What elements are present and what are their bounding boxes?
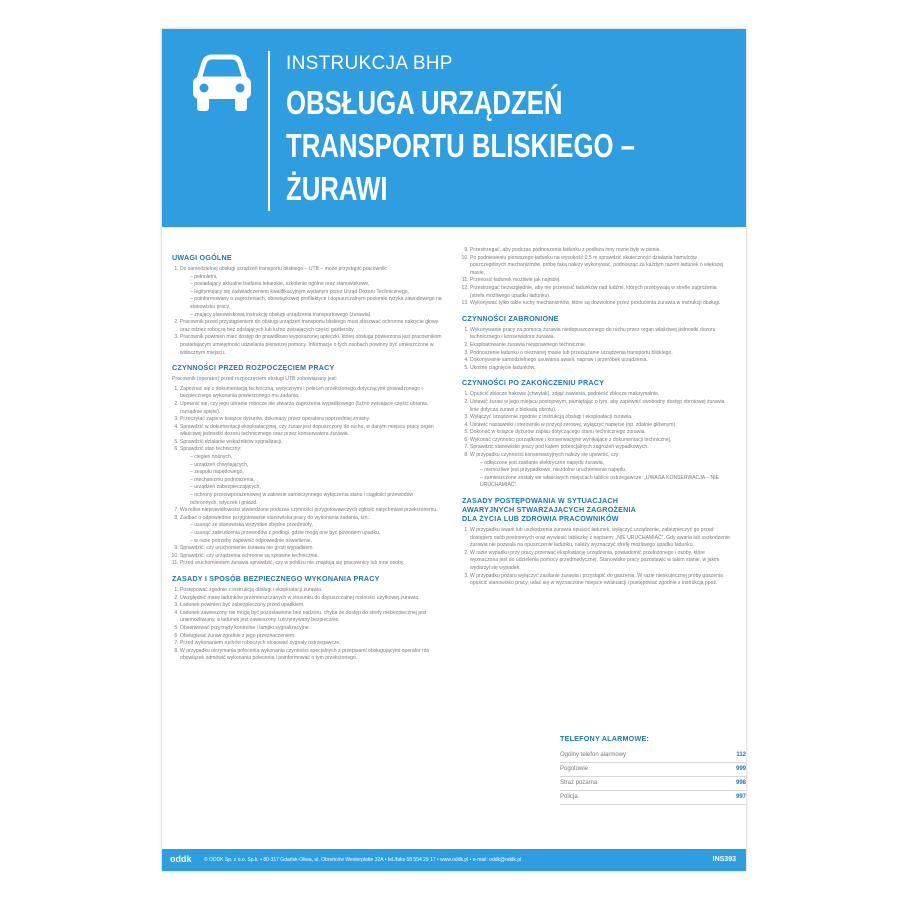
section-body xyxy=(462,327,732,373)
title-line: TRANSPORTU BLISKIEGO – xyxy=(286,127,635,164)
list-item xyxy=(470,285,732,300)
list-item xyxy=(470,414,732,422)
sub-item: – ochrony przeciwporażeniowej w zakresie samoczynnego wyłączenia stanu i ciągłości przewodów ochronnych, wtyczek i gniazd. xyxy=(190,492,442,507)
document-code: INS393 xyxy=(712,856,736,863)
section-heading: CZYNNOŚCI PO ZAKOŃCZENIU PRACY xyxy=(462,378,605,388)
section-heading-line: ZASADY POSTĘPOWANIA W SYTUACJACH xyxy=(462,496,619,506)
item-text: W przypadku awarii lub uszkodzenia żurawia opuścić ładunek, wyłączyć urządzenie, zabezpieczyć go przed dostępem osób postronnych oraz wywiesić tabliczkę z napisem: „NIE URUCHAMIAĆ”. Gdy awaria lub uszkodzenie żurawia nie pozwala na opuszczenie ładunku, należy wyznaczyć strefę możliwego upadku ładunku. xyxy=(470,527,730,549)
item-text: Wykonywać tylko takie ruchy mechanizmów, które są dozwolone przez producenta żurawia w instrukcji obsługi. xyxy=(470,300,721,307)
oddk-logo: oddk xyxy=(170,854,192,864)
item-text: Sprawdzić działanie wskaźników sygnalizacji. xyxy=(180,438,283,445)
title-line: ŻURAWI xyxy=(286,170,388,207)
item-text: Przestrzegać, aby podczas podnoszenia ładunku z podłoża inny rozne były w pionie. xyxy=(470,247,661,253)
sub-item: – usunąć zabrudzenia przewodów z podłogi, gdzie mogą one być powodem upadku, xyxy=(190,530,442,538)
list-item xyxy=(180,416,442,424)
sub-item: – legitymujący się zaświadczeniem kwalifikacyjnym wydanym przez Urząd Dozoru Technicznego, xyxy=(190,289,442,297)
item-text: W przypadku otrzymania polecenia wykonania czynności specjalnych z przepisami obsługującymi operator ma obowiązek odmówić wykonania polecenia i poinformować o tym przełożonego. xyxy=(180,647,430,662)
item-text: W przypadku czynności konserwacyjnych należy się upewnić, czy: xyxy=(470,452,620,459)
item-text: Ładunek powinien być zabezpieczony przed upadkiem. xyxy=(180,602,305,609)
phones-heading: TELEFONY ALARMOWE: xyxy=(560,734,650,743)
list-item xyxy=(470,452,732,490)
sub-item: – w razie potrzeby zapewnić odpowiednie oświetlenie. xyxy=(190,538,442,546)
sub-item: – ciegien nośnych, xyxy=(190,454,442,462)
list-item xyxy=(470,429,732,437)
list-item xyxy=(470,342,732,350)
item-text: Sprawdzić stanowisko pracy pod kątem potencjalnych zagrożeń wypadkowych. xyxy=(470,444,649,451)
item-text: Przestrzegać bezwzględnie, aby nie przenosić ładunków nad ludźmi, których przebywają w strefie zagrożenia (strefa możliwego upadku ładunku). xyxy=(470,284,717,299)
car-icon xyxy=(190,53,254,113)
list-item xyxy=(180,446,442,507)
phone-row xyxy=(560,777,746,791)
section-heading-line: AWARYJNYCH STWARZAJĄCYCH ZAGROŻENIA xyxy=(462,505,637,515)
page-title xyxy=(286,81,723,210)
instruction-sheet xyxy=(162,29,746,871)
item-text: Wykonywanie pracy za pomocą żurawia niedopuszczonego do ruchu przez organ właściwej jednostki dozoru technicznego i konserwatora żurawia. xyxy=(470,326,716,341)
list-item xyxy=(180,610,442,625)
item-text: Ukośne ciągnięcie ładunków. xyxy=(470,364,536,371)
list-item xyxy=(180,386,442,401)
item-text: W przypadku pożaru wyłączyć zasilanie żurawia i przystąpić do gaszenia. W razie nieskutecznej próby gaszenia opuścić stanowisko pracy, udać się w wyznaczone miejsce ewakuacji i postępować zgodnie z instrukcją ppoż. xyxy=(470,572,723,587)
list-item xyxy=(180,640,442,648)
list-item xyxy=(470,573,732,588)
list-item xyxy=(470,247,732,255)
sub-item: – poinformowany o zagrożeniach, obowiązkowej profilaktyce i dopuszczalnym poziomie ryzyka zawodowego na stanowisku pracy, xyxy=(190,296,442,311)
item-text: W razie wypadku przy pracy przerwać eksploatację urządzenia, powiadomić przełożonego i osoby, które wyznaczona jest do udzielenia pomocy przedmedycznej. Stanowisko pracy pozostawić w takim stanie, w jakim wydarzył się wypadek. xyxy=(470,549,720,571)
item-text: Ustawić żuraw w jego miejscu postojowym, pamiętając o tym, aby zapewnić swobodny dostęp obrotowej żurawia linie dotyczą żurawi z blokadą obrotu). xyxy=(470,398,725,413)
footer-bar xyxy=(162,849,746,871)
item-text: Obserwować przyrządy kontrolne i lampki sygnalizacyjne. xyxy=(180,624,310,631)
sub-item: – zamieszczone zostały we właściwych miejscach tablice ostrzegawcze: „UWAGA KONSERWACJA – NIE URUCHAMIAĆ”. xyxy=(480,475,732,490)
list-item xyxy=(180,515,442,545)
list-item xyxy=(470,422,732,430)
item-text: Pracownik powinien mieć dostęp do prawidłowo wyposażonej apteczki, której obsługa powierzona jest pracownikom posiadającym umiejętność udzielania pierwszej pomocy. Informacje o tych osobach powinny być umieszczone w widocznym miejscu. xyxy=(180,334,442,356)
list-item xyxy=(470,437,732,445)
list-item xyxy=(470,350,732,358)
section-heading: ZASADY I SPOSÓB BEZPIECZNEGO WYKONANIA PRACY xyxy=(172,573,380,583)
item-text: Sprawdzić, czy urządzenia ochronne są sprawne technicznie. xyxy=(180,552,319,559)
item-text: Pracownik przed przystąpieniem do obsługi urządzeń transportu bliskiego musi stosować ochronne nakrycie głowy oraz odzież roboczą bez odstających lub luźno zwisających części garderoby. xyxy=(180,319,439,333)
header-divider xyxy=(268,51,270,211)
list-item xyxy=(470,357,732,365)
list-item xyxy=(180,560,442,568)
numbered-list xyxy=(172,587,442,663)
item-text: Obsługiwać żuraw zgodnie z jego przeznaczeniem. xyxy=(180,632,296,639)
list-item xyxy=(470,444,732,452)
section-heading: CZYNNOŚCI PRZED ROZPOCZĘCIEM PRACY xyxy=(172,363,335,373)
sub-item: – urządzeń chwytających, xyxy=(190,462,442,470)
list-item xyxy=(180,266,442,319)
list-item xyxy=(180,595,442,603)
phone-number: 997 xyxy=(735,794,746,800)
list-item xyxy=(180,507,442,515)
phone-number: 112 xyxy=(736,752,746,758)
sub-item: – niemożliwe jest przypadkowe, niezdolne uruchomienie napędu, xyxy=(480,467,732,475)
section-heading: UWAGI OGÓLNE xyxy=(172,253,232,262)
item-text: Ustawić nastawniki i sterowniki w pozycji zerowej, wyłączyć napięcie (np. zdalnie głównym). xyxy=(470,421,677,428)
list-item xyxy=(470,365,732,373)
list-item xyxy=(180,334,442,357)
sub-item: – posiadający aktualne badania lekarskie, szkolenie ogólne oraz stanowiskowe, xyxy=(190,281,442,289)
list-item xyxy=(470,527,732,550)
item-text: Przed wykonaniem ruchów roboczych stosować sygnały ostrzegawcze. xyxy=(180,640,341,647)
item-text: Przed uruchomieniem żurawia sprawdzić, czy w pobliżu nie znajdują się pracownicy lub inne osoby. xyxy=(180,560,405,567)
item-text: Uwzględnić masę ładunków przemieszczanych w stosunku do dopuszczalnej nośności użytkowej żurawia. xyxy=(180,594,420,601)
title-line: OBSŁUGA URZĄDZEŃ xyxy=(286,84,563,121)
list-item xyxy=(180,648,442,663)
item-text: Podnoszenie ładunku o nieznanej masie lub przeciążanie urządzenia transportu bliskiego. xyxy=(470,349,673,356)
sub-list xyxy=(180,522,442,545)
sub-item: – odłączone jest zasilanie elektryczne napędu żurawia, xyxy=(480,460,732,468)
list-item xyxy=(470,277,732,285)
list-item xyxy=(180,439,442,447)
list-item xyxy=(180,587,442,595)
sub-list xyxy=(180,274,442,320)
sub-item: – zespołu napędowego, xyxy=(190,469,442,477)
phone-label: Pogotowie xyxy=(560,766,589,772)
list-item xyxy=(180,401,442,416)
list-item xyxy=(180,424,442,439)
phone-label: Policja xyxy=(560,794,578,800)
numbered-list xyxy=(172,386,442,568)
section-body xyxy=(172,376,442,568)
item-text: Wyłączyć urządzenie zgodnie z instrukcją obsługi i eksploatacji żurawia. xyxy=(470,414,633,421)
numbered-list xyxy=(462,527,732,588)
item-text: Wszelkie nieprawidłowości stwierdzone podczas czynności przygotowawczych zgłosić natychmiast przełożonemu. xyxy=(180,507,438,514)
item-text: Przenosić ładunek możliwie jak najniżej. xyxy=(470,277,561,284)
item-text: Zadbać o odpowiednie przygotowanie stanowiska pracy do wykonania zadania, tzn.: xyxy=(180,514,371,521)
list-item xyxy=(470,327,732,342)
sub-list xyxy=(180,454,442,507)
section-body xyxy=(172,266,442,357)
list-item xyxy=(180,602,442,610)
item-text: Sprawdzić stan techniczny: xyxy=(180,446,242,453)
item-text: Ładunek zawieszony nie mogą być pozostawione bez nadzoru, chyba że dostęp do strefy niebezpiecznej jest uniemożliwiony, a ładunek jest zawieszony i utrzymywany bezpiecznie. xyxy=(180,609,427,624)
item-text: Eksploatowanie żurawia niesprawnego technicznie. xyxy=(470,341,587,348)
sub-item: – pełnoletni, xyxy=(190,274,442,282)
item-text: Postępować zgodnie z instrukcją obsługi i eksploatacji żurawia. xyxy=(180,586,323,593)
sub-item: – znający stanowiskową instrukcję obsługi urządzenia transportowego (żurawia). xyxy=(190,312,442,320)
section-intro: Pracownik (operator) przed rozpoczęciem obsługi UTB zobowiązany jest: xyxy=(172,376,338,383)
sub-item: – mechanizmu podnoszenia, xyxy=(190,477,442,485)
section-body xyxy=(462,391,732,490)
list-item xyxy=(470,550,732,573)
list-item xyxy=(470,391,732,399)
section-heading: CZYNNOŚCI ZABRONIONE xyxy=(462,313,559,323)
right-column xyxy=(462,247,732,588)
header-kicker: INSTRUKCJA BHP xyxy=(286,53,453,74)
section-body xyxy=(462,247,732,308)
item-text: Opuścić zblocze hakowe (chwytak), zdjąć zawiesia, podnieść zblocze maksymalnie. xyxy=(470,391,660,398)
item-text: Zapoznać się z dokumentacją techniczną, wytycznymi i poleceń przełożonego dotyczącymi prowadzonego i bezpiecznego wykonania powierzonego mu zadania. xyxy=(180,385,423,400)
phone-number: 999 xyxy=(735,766,746,772)
numbered-list xyxy=(172,266,442,357)
phone-row xyxy=(560,763,746,777)
list-item xyxy=(470,399,732,414)
left-column xyxy=(172,247,442,663)
sub-item: – urządzeń zabezpieczających, xyxy=(190,484,442,492)
item-text: Sprawdzić w dokumentacji eksploatacyjnej, czy żuraw jest dopuszczony do ruchu, w danym miejscu pracy organ właściwej jednostki dozoru technicznego oraz przez konserwatora żurawia. xyxy=(180,423,434,438)
list-item xyxy=(180,553,442,561)
sub-list xyxy=(470,460,732,490)
footer-contact: © ODDK Sp. z o.o. Sp.k. • 80-317 Gdańsk-Oliwa, ul. Obrońców Westerplatte 32A • tel./faks 58 554 29 17 • www.oddk.pl • e-mail: oddk@oddk.pl xyxy=(204,857,522,863)
list-item xyxy=(470,300,732,308)
phone-label: Straż pożarna xyxy=(560,780,598,786)
header-banner xyxy=(162,29,746,227)
section-heading-line: DLA ŻYCIA LUB ZDROWIA PRACOWNIKÓW xyxy=(462,514,619,524)
item-text: Po podniesieniu pierwszego ładunku na wysokość 0,5 m sprawdzić skuteczność działania hamulców poszczególnych mechanizmów, próbę taką należy wykonywać, podnosząc za każdym razem ładunek o większej masie. xyxy=(470,254,724,276)
numbered-list xyxy=(462,247,732,308)
numbered-list xyxy=(462,327,732,373)
list-item xyxy=(180,319,442,334)
list-item xyxy=(180,633,442,641)
item-text: Do samodzielnej obsługi urządzeń transportu bliskiego – UTB – może przystąpić pracownik: xyxy=(180,266,388,272)
item-text: Sprawdzić, czy uruchomienie żurawia nie grozi wypadkiem. xyxy=(180,545,314,552)
item-text: Dokonać w książce dyżurów zapisu dotyczącego stanu technicznego żurawia. xyxy=(470,429,646,436)
item-text: Przeczytać zapis w książce dyżurów, dokonany przez operatora poprzedniej zmiany. xyxy=(180,416,371,423)
list-item xyxy=(180,545,442,553)
list-item xyxy=(180,625,442,633)
item-text: Dokonywanie samodzielnego usuwania awarii, napraw i przeróbek urządzenia. xyxy=(470,357,648,364)
sub-item: – usunąć ze stanowiska wszystkie zbędne przedmioty, xyxy=(190,522,442,530)
phone-row xyxy=(560,791,746,805)
section-heading xyxy=(462,496,732,523)
emergency-phones xyxy=(560,734,746,805)
section-body xyxy=(172,587,442,663)
numbered-list xyxy=(462,391,732,490)
phone-row xyxy=(560,749,746,763)
item-text: Wykonać czynności porządkowe i konserwacyjne wynikające z dokumentacji technicznej. xyxy=(470,436,672,443)
phone-label: Ogólny telefon alarmowy xyxy=(560,752,627,758)
phone-number: 998 xyxy=(735,780,746,786)
item-text: Upewnić się, czy jego ubranie robocze nie stwarza zagrożenia wypadkowego (luźno zwisające części ubrania, rozsądnie spięte). xyxy=(180,400,429,415)
section-body xyxy=(462,527,732,588)
list-item xyxy=(470,255,732,278)
